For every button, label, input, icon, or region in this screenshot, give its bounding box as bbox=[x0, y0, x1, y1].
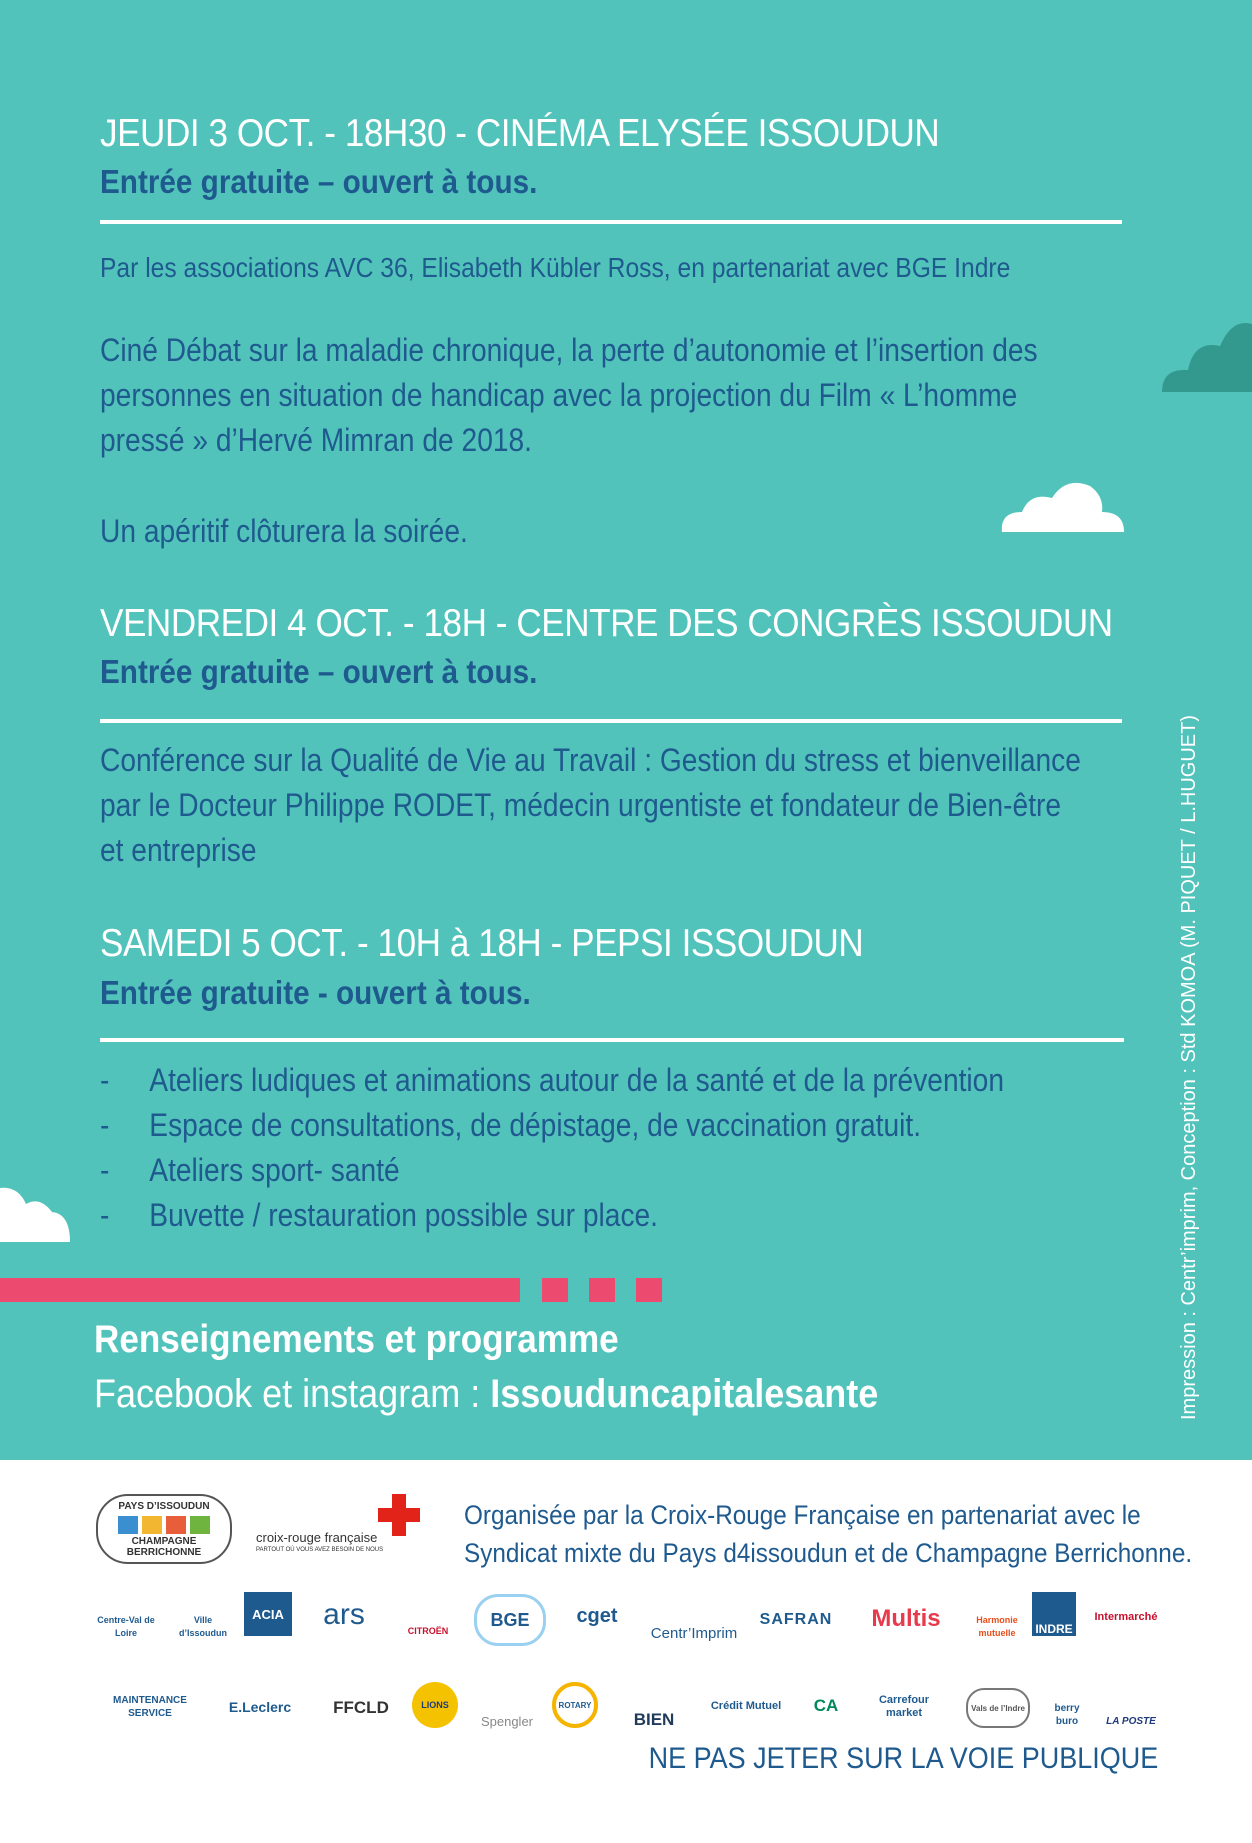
cloud-dark-icon bbox=[1160, 318, 1252, 392]
event-2-description-line: et entreprise bbox=[100, 832, 257, 868]
cloud-white-left-icon bbox=[0, 1184, 72, 1244]
croix-rouge-text: croix-rouge française bbox=[256, 1530, 378, 1545]
event-3-subtitle: Entrée gratuite - ouvert à tous. bbox=[100, 974, 531, 1011]
event-1-subtitle: Entrée gratuite – ouvert à tous. bbox=[100, 163, 538, 200]
event-2-description bbox=[100, 738, 1081, 873]
event-2-description-line: Conférence sur la Qualité de Vie au Travail : Gestion du stress et bienveillance bbox=[100, 742, 1081, 778]
sponsor-logo-ars: ars bbox=[323, 1597, 365, 1631]
bullet-marker: - bbox=[100, 1062, 110, 1098]
bullet-text: Ateliers ludiques et animations autour de la santé et de la prévention bbox=[149, 1062, 1005, 1098]
sponsor-logo-credit-mutuel: Crédit Mutuel bbox=[710, 1699, 782, 1712]
event-1-note: Un apéritif clôturera la soirée. bbox=[100, 513, 468, 549]
event-3-title: SAMEDI 5 OCT. - 10H à 18H - PEPSI ISSOUDUN bbox=[100, 922, 864, 965]
bullet-text: Buvette / restauration possible sur place. bbox=[149, 1197, 659, 1233]
sponsor-logo-la-poste: LA POSTE bbox=[1106, 1716, 1156, 1727]
event-1-description bbox=[100, 328, 1038, 463]
event-2-subtitle: Entrée gratuite – ouvert à tous. bbox=[100, 653, 538, 690]
event-3-bullet bbox=[100, 1062, 1004, 1099]
event-1-description-line: Ciné Débat sur la maladie chronique, la perte d’autonomie et l’insertion des bbox=[100, 332, 1038, 368]
organized-by-line: Syndicat mixte du Pays d4issoudun et de Champagne Berrichonne. bbox=[464, 1538, 1193, 1568]
organized-by-line: Organisée par la Croix-Rouge Française en partenariat avec le bbox=[464, 1500, 1141, 1530]
social-handle: Issouduncapitalesante bbox=[490, 1372, 879, 1416]
event-3-bullet bbox=[100, 1152, 400, 1189]
sponsor-logo-bien: BIEN bbox=[633, 1710, 675, 1729]
info-prefix: Facebook et instagram : bbox=[94, 1372, 491, 1416]
sponsor-logo-leclerc: E.Leclerc bbox=[228, 1698, 292, 1715]
sponsor-logo-maintenance-service: MAINTENANCE SERVICE bbox=[113, 1695, 187, 1719]
event-1-organizers: Par les associations AVC 36, Elisabeth Kübler Ross, en partenariat avec BGE Indre bbox=[100, 252, 1011, 283]
event-1-description-line: personnes en situation de handicap avec la projection du Film « L’homme bbox=[100, 377, 1018, 413]
sponsor-logo-centre-val-de-loire: Centre-Val de Loire bbox=[97, 1615, 155, 1638]
accent-square bbox=[542, 1278, 568, 1302]
bullet-marker: - bbox=[100, 1197, 110, 1233]
sponsor-logo-spengler: Spengler bbox=[480, 1714, 534, 1729]
sponsor-logo-credit-agricole: CA bbox=[813, 1695, 839, 1715]
bullet-text: Ateliers sport- santé bbox=[149, 1152, 400, 1188]
event-1-description-line: pressé » d’Hervé Mimran de 2018. bbox=[100, 422, 532, 458]
event-2-description-line: par le Docteur Philippe RODET, médecin urgentiste et fondateur de Bien-être bbox=[100, 787, 1062, 823]
sponsor-logo-intermarche: Intermarché bbox=[1094, 1610, 1158, 1623]
sponsor-logo-centrimprim: Centr’Imprim bbox=[650, 1625, 738, 1642]
event-3-bullet bbox=[100, 1197, 658, 1234]
sponsor-logo-ffcld: FFCLD bbox=[333, 1697, 389, 1717]
event-2-title: VENDREDI 4 OCT. - 18H - CENTRE DES CONGRÈS ISSOUDUN bbox=[100, 602, 1113, 645]
info-title: Renseignements et programme bbox=[94, 1318, 619, 1361]
sponsor-logo-harmonie: Harmonie mutuelle bbox=[976, 1615, 1018, 1638]
sponsor-logo-berry-buro: berry buro bbox=[1054, 1703, 1080, 1727]
bullet-marker: - bbox=[100, 1152, 110, 1188]
accent-square bbox=[589, 1278, 615, 1302]
accent-square bbox=[636, 1278, 662, 1302]
sponsor-logo-carrefour: Carrefour market bbox=[878, 1694, 930, 1719]
bullet-marker: - bbox=[100, 1107, 110, 1143]
pays-logo-subtext: CHAMPAGNE BERRICHONNE bbox=[126, 1535, 202, 1558]
event-1-title: JEUDI 3 OCT. - 18H30 - CINÉMA ELYSÉE ISSOUDUN bbox=[100, 112, 940, 155]
sponsor-logo-bge: BGE bbox=[474, 1594, 546, 1646]
accent-bar bbox=[0, 1278, 520, 1302]
sponsor-logo-acia: ACIA bbox=[244, 1592, 292, 1636]
sponsor-logo-safran: SAFRAN bbox=[759, 1610, 833, 1628]
sponsor-logo-vals-indre: Vals de l’Indre bbox=[966, 1688, 1030, 1728]
sponsor-logo-cget: cget bbox=[576, 1604, 618, 1627]
event-2-divider bbox=[100, 719, 1122, 723]
print-credits: Impression : Centr’imprim, Conception : Std KOMOA (M. PIQUET / L.HUGUET) bbox=[1178, 715, 1200, 1420]
bullet-text: Espace de consultations, de dépistage, de vaccination gratuit. bbox=[149, 1107, 922, 1143]
pays-logo-text: PAYS D’ISSOUDUN bbox=[118, 1500, 210, 1512]
croix-rouge-logo bbox=[256, 1494, 428, 1560]
landscape-icon bbox=[118, 1512, 210, 1536]
info-social bbox=[94, 1372, 878, 1417]
croix-rouge-subtext: PARTOUT OÙ VOUS AVEZ BESOIN DE NOUS bbox=[256, 1547, 384, 1553]
cloud-white-right-icon bbox=[1000, 476, 1126, 534]
footer-note: NE PAS JETER SUR LA VOIE PUBLIQUE bbox=[648, 1742, 1158, 1775]
organized-by bbox=[464, 1496, 1192, 1572]
event-3-bullet bbox=[100, 1107, 921, 1144]
sponsor-logo-indre: INDRE bbox=[1032, 1592, 1076, 1636]
red-cross-icon bbox=[378, 1494, 420, 1536]
event-3-divider bbox=[100, 1038, 1124, 1042]
sponsor-logo-ville-issoudun: Ville d’Issoudun bbox=[179, 1615, 227, 1638]
pays-issoudun-logo bbox=[96, 1494, 232, 1564]
sponsor-logo-lions: LIONS bbox=[412, 1682, 458, 1728]
sponsor-logo-multis: Multis bbox=[871, 1604, 941, 1632]
sponsor-logo-rotary: ROTARY bbox=[552, 1682, 598, 1728]
event-1-divider bbox=[100, 220, 1122, 224]
sponsor-logo-citroen: CITROËN bbox=[407, 1626, 449, 1636]
